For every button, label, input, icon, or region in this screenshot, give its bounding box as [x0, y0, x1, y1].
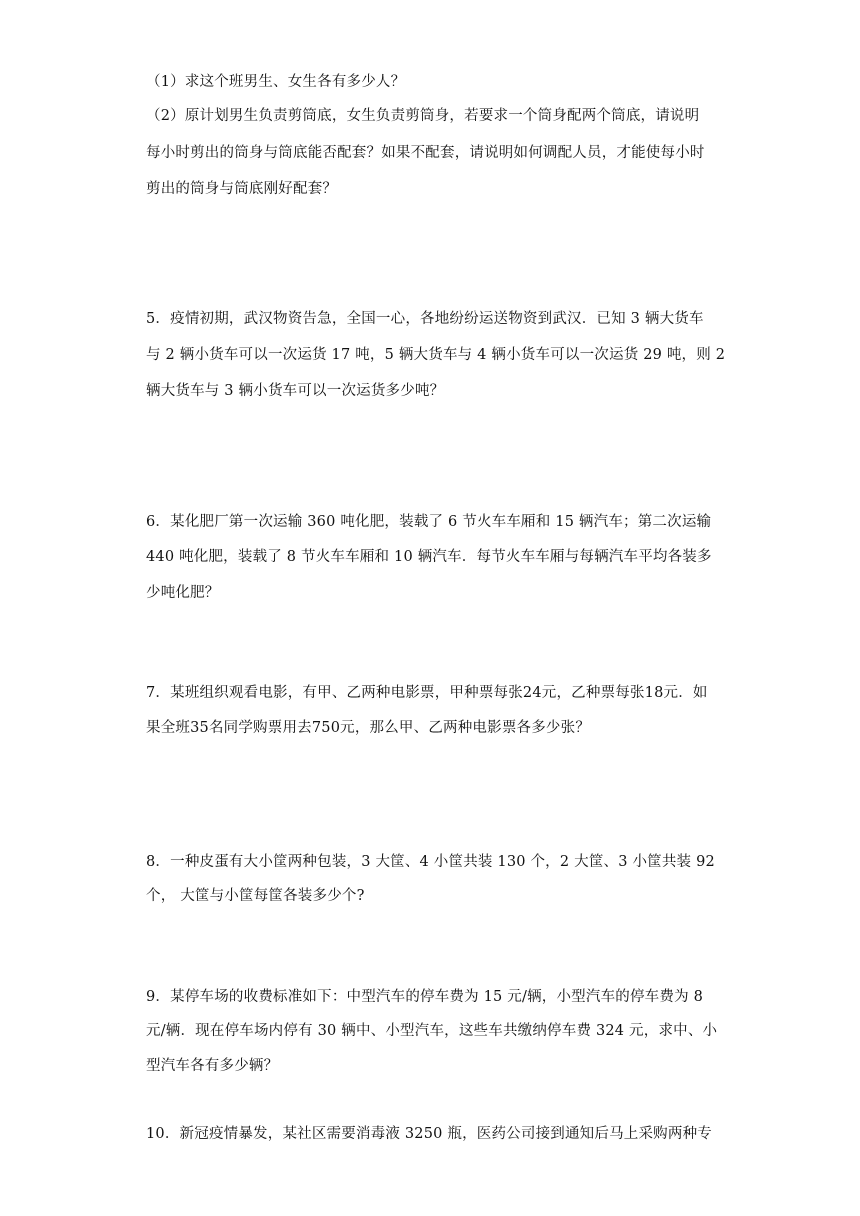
problem-9-line-3: 型汽车各有多少辆？ — [146, 1058, 279, 1074]
problem-5-line-2: 与 2 辆小货车可以一次运货 17 吨，5 辆大货车与 4 辆小货车可以一次运货 29 吨，则 2 — [146, 347, 726, 363]
problem-10-line-1: 10．新冠疫情暴发，某社区需要消毒液 3250 瓶，医药公司接到通知后马上采购两种专 — [146, 1126, 712, 1142]
problem-7-line-2: 果全班35名同学购票用去750元，那么甲、乙两种电影票各多少张？ — [146, 720, 591, 736]
problem-9-line-2: 元/辆．现在停车场内停有 30 辆中、小型汽车，这些车共缴纳停车费 324 元，求中、小 — [146, 1023, 718, 1039]
problem-6-line-2: 440 吨化肥，装载了 8 节火车车厢和 10 辆汽车．每节火车车厢与每辆汽车平均各装多 — [146, 549, 712, 565]
problem-9-line-1: 9．某停车场的收费标准如下：中型汽车的停车费为 15 元/辆，小型汽车的停车费为 8 — [146, 989, 704, 1005]
sub-question-2-line-1: （2）原计划男生负责剪筒底，女生负责剪筒身，若要求一个筒身配两个筒底，请说明 — [146, 108, 700, 124]
problem-8-line-1: 8．一种皮蛋有大小筐两种包装，3 大筐、4 小筐共装 130 个，2 大筐、3 小筐共装 92 — [146, 854, 715, 870]
problem-6-line-1: 6．某化肥厂第一次运输 360 吨化肥，装载了 6 节火车车厢和 15 辆汽车；第二次运输 — [146, 514, 712, 530]
sub-question-2-line-2: 每小时剪出的筒身与筒底能否配套？如果不配套，请说明如何调配人员，才能使每小时 — [146, 145, 705, 161]
problem-8-line-2: 个， 大筐与小筐每筐各装多少个? — [146, 888, 365, 904]
sub-question-1: （1）求这个班男生、女生各有多少人？ — [146, 74, 406, 90]
sub-question-2-line-3: 剪出的筒身与筒底刚好配套？ — [146, 181, 338, 197]
problem-5-line-1: 5．疫情初期，武汉物资告急，全国一心，各地纷纷运送物资到武汉．已知 3 辆大货车 — [146, 311, 704, 327]
problem-7-line-1: 7．某班组织观看电影，有甲、乙两种电影票，甲种票每张24元，乙种票每张18元．如 — [146, 685, 708, 701]
problem-6-line-3: 少吨化肥？ — [146, 585, 220, 601]
problem-5-line-3: 辆大货车与 3 辆小货车可以一次运货多少吨？ — [146, 383, 445, 399]
